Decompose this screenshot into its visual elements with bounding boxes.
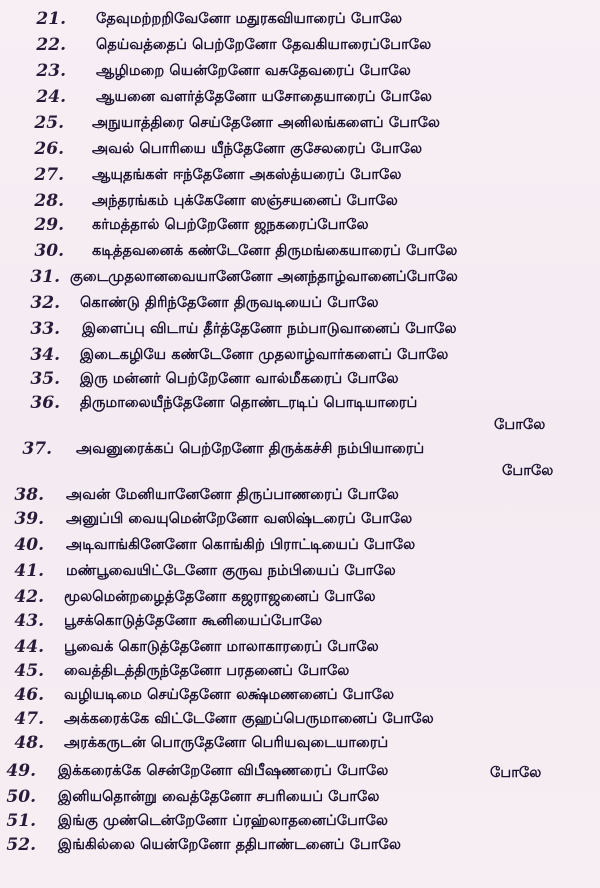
line-number: 42. bbox=[14, 587, 44, 607]
line-number: 35. bbox=[30, 369, 60, 389]
line-text: பூவைக் கொடுத்தேனோ மாலாகாரரைப் போலே bbox=[64, 638, 379, 655]
line-number: 44. bbox=[14, 637, 44, 657]
list-item bbox=[0, 292, 600, 318]
list-item bbox=[0, 318, 600, 344]
list-item bbox=[0, 112, 600, 138]
line-number: 28. bbox=[34, 191, 64, 211]
line-text: இங்கு முண்டென்றேனோ ப்ரஹ்லாதனைப்போலே bbox=[58, 812, 389, 829]
line-number: 29. bbox=[34, 215, 64, 235]
list-item bbox=[0, 708, 600, 734]
line-number: 23. bbox=[36, 61, 66, 81]
line-text: கர்மத்தால் பெற்றேனோ ஜநகரைப்போலே bbox=[92, 216, 369, 233]
line-text: திருமாலையீந்தேனோ தொண்டரடிப் பொடியாரைப் bbox=[80, 394, 418, 411]
line-continuation: போலே bbox=[494, 416, 546, 433]
line-text: அநுயாத்திரை செய்தேனோ அனிலங்களைப் போலே bbox=[92, 114, 441, 131]
line-number: 39. bbox=[14, 509, 44, 529]
line-number: 31. bbox=[30, 267, 60, 287]
list-item bbox=[0, 560, 600, 586]
line-text: ஆழிமறை யென்றேனோ வசுதேவரைப் போலே bbox=[96, 62, 411, 79]
line-text: கொண்டு திரிந்தேனோ திருவடியைப் போலே bbox=[80, 294, 379, 311]
line-text: குடைமுதலானவையானேனோ அனந்தாழ்வானைப்போலே bbox=[70, 268, 458, 285]
line-number: 46. bbox=[14, 685, 44, 705]
list-item bbox=[0, 34, 600, 60]
line-number: 51. bbox=[6, 811, 36, 831]
line-number: 41. bbox=[14, 561, 44, 581]
list-item bbox=[0, 484, 600, 510]
line-text: அவல் பொரியை யீந்தேனோ குசேலரைப் போலே bbox=[92, 140, 423, 157]
line-number: 22. bbox=[36, 35, 66, 55]
list-item bbox=[0, 344, 600, 370]
list-item bbox=[0, 684, 600, 710]
list-item bbox=[0, 214, 600, 240]
list-item bbox=[0, 534, 600, 560]
line-number: 36. bbox=[30, 393, 60, 413]
list-item bbox=[0, 368, 600, 394]
line-text: இடைகழியே கண்டேனோ முதலாழ்வார்களைப் போலே bbox=[80, 346, 449, 363]
line-text: அவனுரைக்கப் பெற்றேனோ திருக்கச்சி நம்பியாரைப் bbox=[76, 440, 425, 457]
line-text: மூலமென்றழைத்தேனோ கஜராஜனைப் போலே bbox=[64, 588, 376, 605]
line-number: 37. bbox=[22, 439, 52, 459]
list-item bbox=[0, 266, 600, 292]
line-number: 21. bbox=[36, 9, 66, 29]
list-item bbox=[0, 86, 600, 112]
list-item bbox=[0, 8, 600, 34]
line-number: 49. bbox=[6, 761, 36, 781]
line-number: 34. bbox=[30, 345, 60, 365]
line-text: வைத்திடத்திருந்தேனோ பரதனைப் போலே bbox=[64, 662, 350, 679]
list-item bbox=[0, 810, 600, 836]
line-text: கடித்தவனைக் கண்டேனோ திருமங்கையாரைப் போலே bbox=[92, 242, 458, 259]
line-number: 30. bbox=[34, 241, 64, 261]
line-number: 48. bbox=[14, 733, 44, 753]
line-continuation: போலே bbox=[490, 764, 542, 781]
line-number: 40. bbox=[14, 535, 44, 555]
line-number: 33. bbox=[30, 319, 60, 339]
line-text: இரு மன்னர் பெற்றேனோ வால்மீகரைப் போலே bbox=[80, 370, 399, 387]
line-text: இனியதொன்று வைத்தேனோ சபரியைப் போலே bbox=[58, 788, 380, 805]
line-number: 26. bbox=[34, 139, 64, 159]
list-item-continuation bbox=[0, 460, 600, 486]
line-text: இளைப்பு விடாய் தீர்த்தேனோ நம்பாடுவானைப் போலே bbox=[82, 320, 457, 337]
line-text: இக்கரைக்கே சென்றேனோ விபீஷணரைப் போலே bbox=[58, 762, 389, 779]
line-continuation: போலே bbox=[502, 462, 554, 479]
list-item bbox=[0, 138, 600, 164]
list-item bbox=[0, 786, 600, 812]
line-number: 43. bbox=[14, 611, 44, 631]
list-item bbox=[0, 586, 600, 612]
list-item bbox=[0, 636, 600, 662]
list-item bbox=[0, 508, 600, 534]
line-number: 24. bbox=[36, 87, 66, 107]
list-item bbox=[0, 60, 600, 86]
line-number: 52. bbox=[6, 835, 36, 855]
line-text: ஆயுதங்கள் ஈந்தேனோ அகஸ்த்யரைப் போலே bbox=[92, 166, 402, 183]
line-text: அடிவாங்கினேனோ கொங்கிற் பிராட்டியைப் போலே bbox=[66, 536, 416, 553]
list-item bbox=[0, 164, 600, 190]
list-item bbox=[0, 190, 600, 216]
line-text: வழியடிமை செய்தேனோ லக்ஷ்மணனைப் போலே bbox=[64, 686, 395, 703]
list-item bbox=[0, 240, 600, 266]
line-text: அக்கரைக்கே விட்டேனோ குஹப்பெருமானைப் போலே bbox=[64, 710, 434, 727]
line-number: 32. bbox=[30, 293, 60, 313]
line-text: ஆயனை வளர்த்தேனோ யசோதையாரைப் போலே bbox=[96, 88, 433, 105]
line-text: அவன் மேனியானேனோ திருப்பாணரைப் போலே bbox=[66, 486, 399, 503]
list-item bbox=[0, 760, 600, 786]
line-text: பூசக்கொடுத்தேனோ கூனியைப்போலே bbox=[64, 612, 323, 629]
line-text: மண்பூவையிட்டேனோ குருவ நம்பியைப் போலே bbox=[66, 562, 396, 579]
list-item bbox=[0, 610, 600, 636]
line-text: இங்கில்லை யென்றேனோ ததிபாண்டனைப் போலே bbox=[58, 836, 401, 853]
line-number: 27. bbox=[34, 165, 64, 185]
line-number: 38. bbox=[14, 485, 44, 505]
list-item-continuation bbox=[0, 414, 600, 440]
line-number: 45. bbox=[14, 661, 44, 681]
line-text: தெய்வத்தைப் பெற்றேனோ தேவகியாரைப்போலே bbox=[96, 36, 432, 53]
line-number: 50. bbox=[6, 787, 36, 807]
line-text: தேவுமற்றறிவேனோ மதுரகவியாரைப் போலே bbox=[96, 10, 403, 27]
line-number: 47. bbox=[14, 709, 44, 729]
line-text: அந்தரங்கம் புக்கேனோ ஸஞ்சயனைப் போலே bbox=[92, 192, 398, 209]
line-text: அனுப்பி வையுமென்றேனோ வஸிஷ்டரைப் போலே bbox=[66, 510, 413, 527]
list-item bbox=[0, 834, 600, 860]
list-item bbox=[0, 732, 600, 758]
line-text: அரக்கருடன் பொருதேனோ பெரியவுடையாரைப் bbox=[64, 734, 389, 751]
list-item bbox=[0, 660, 600, 686]
line-number: 25. bbox=[34, 113, 64, 133]
